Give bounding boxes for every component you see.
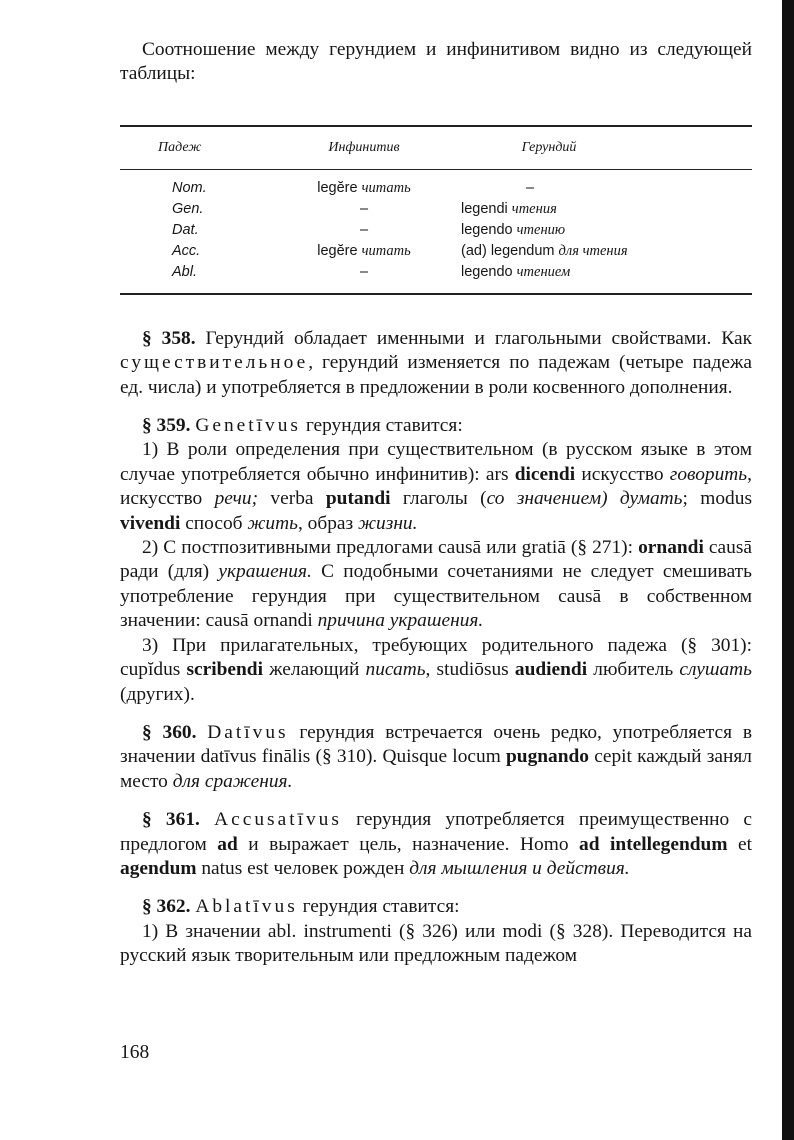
cell-infinitive: –	[359, 264, 369, 281]
table-row	[120, 178, 752, 199]
section-number: § 358.	[142, 327, 196, 349]
intro-paragraph: Соотношение между герундием и инфинитивом видно из следующей таблицы:	[120, 39, 752, 85]
cell-gerund: –	[526, 180, 535, 197]
header-gerund: Герундий	[521, 139, 577, 155]
cell-case: Acc.	[172, 243, 201, 260]
table-row	[120, 220, 752, 241]
section-number: § 362.	[142, 896, 191, 918]
cell-gerund: legendo чтением	[461, 263, 571, 280]
page-body	[120, 36, 752, 969]
section-362-item-1: 1) В значении abl. instrumenti (§ 326) или modi (§ 328). Переводится на русский язык творительным или предложным падежом	[120, 920, 752, 967]
section-360: § 360. Datīvus герундия встречается очень редко, употребляется в значении datīvus finālis (§ 310). Quisque locum pugnando cepit каждый занял место для сражения.	[120, 721, 752, 792]
table-body	[120, 170, 752, 293]
cell-infinitive: –	[359, 201, 369, 218]
section-359-item-2: 2) С постпозитивными предлогами causā или gratiā (§ 271): ornandi causā ради (для) украшения. С подобными сочетаниями не следует смешивать употребление герундия при существительном causā в собственном значении: causā ornandi причина украшения.	[120, 537, 752, 632]
table-row	[120, 241, 752, 262]
table-row	[120, 262, 752, 283]
section-number: § 359.	[142, 415, 191, 437]
cell-case: Dat.	[172, 222, 199, 239]
section-number: § 361.	[142, 809, 200, 831]
header-infinitive: Инфинитив	[328, 139, 400, 155]
section-number: § 360.	[142, 721, 197, 743]
table-header-row	[120, 127, 752, 170]
cell-case: Nom.	[172, 180, 207, 197]
cell-infinitive: legĕre читать	[317, 242, 411, 259]
table-row	[120, 199, 752, 220]
section-362: § 362. Ablatīvus герундия ставится:	[142, 896, 460, 918]
section-359-item-3: 3) При прилагательных, требующих родительного падежа (§ 301): cupĭdus scribendi желающий писать, studiōsus audiendi любитель слушать (других).	[120, 634, 752, 705]
cell-gerund: legendi чтения	[461, 200, 557, 217]
header-case: Падеж	[158, 139, 202, 155]
cell-infinitive: legĕre читать	[317, 179, 411, 196]
section-359-item-1: 1) В роли определения при существительном (в русском языке в этом случае употребляется обычно инфинитив): ars dicendi искусство говорить, искусство речи; verba putandi глаголы (со значением) думать; modus vivendi способ жить, образ жизни.	[120, 439, 752, 534]
section-361: § 361. Accusatīvus герундия употребляется преимущественно с предлогом ad и выражает цель, назначение. Homo ad intellegendum et agendum natus est человек рожден для мышления и действия.	[120, 809, 752, 879]
cell-case: Abl.	[172, 264, 197, 281]
cell-gerund: (ad) legendum для чтения	[461, 242, 628, 259]
comparison-table	[120, 125, 752, 295]
cell-gerund: legendo чтению	[461, 221, 566, 238]
cell-case: Gen.	[172, 201, 204, 218]
section-359: § 359. Genetīvus герундия ставится:	[142, 415, 463, 437]
cell-infinitive: –	[359, 222, 369, 239]
section-358: § 358. Герундий обладает именными и глагольными свойствами. Как существительное, герундий изменяется по падежам (четыре падежа ед. числа) и употребляется в предложении в роли косвенного дополнения.	[120, 327, 752, 398]
page-number: 168	[120, 1042, 150, 1063]
page-edge-shadow	[782, 0, 794, 1140]
